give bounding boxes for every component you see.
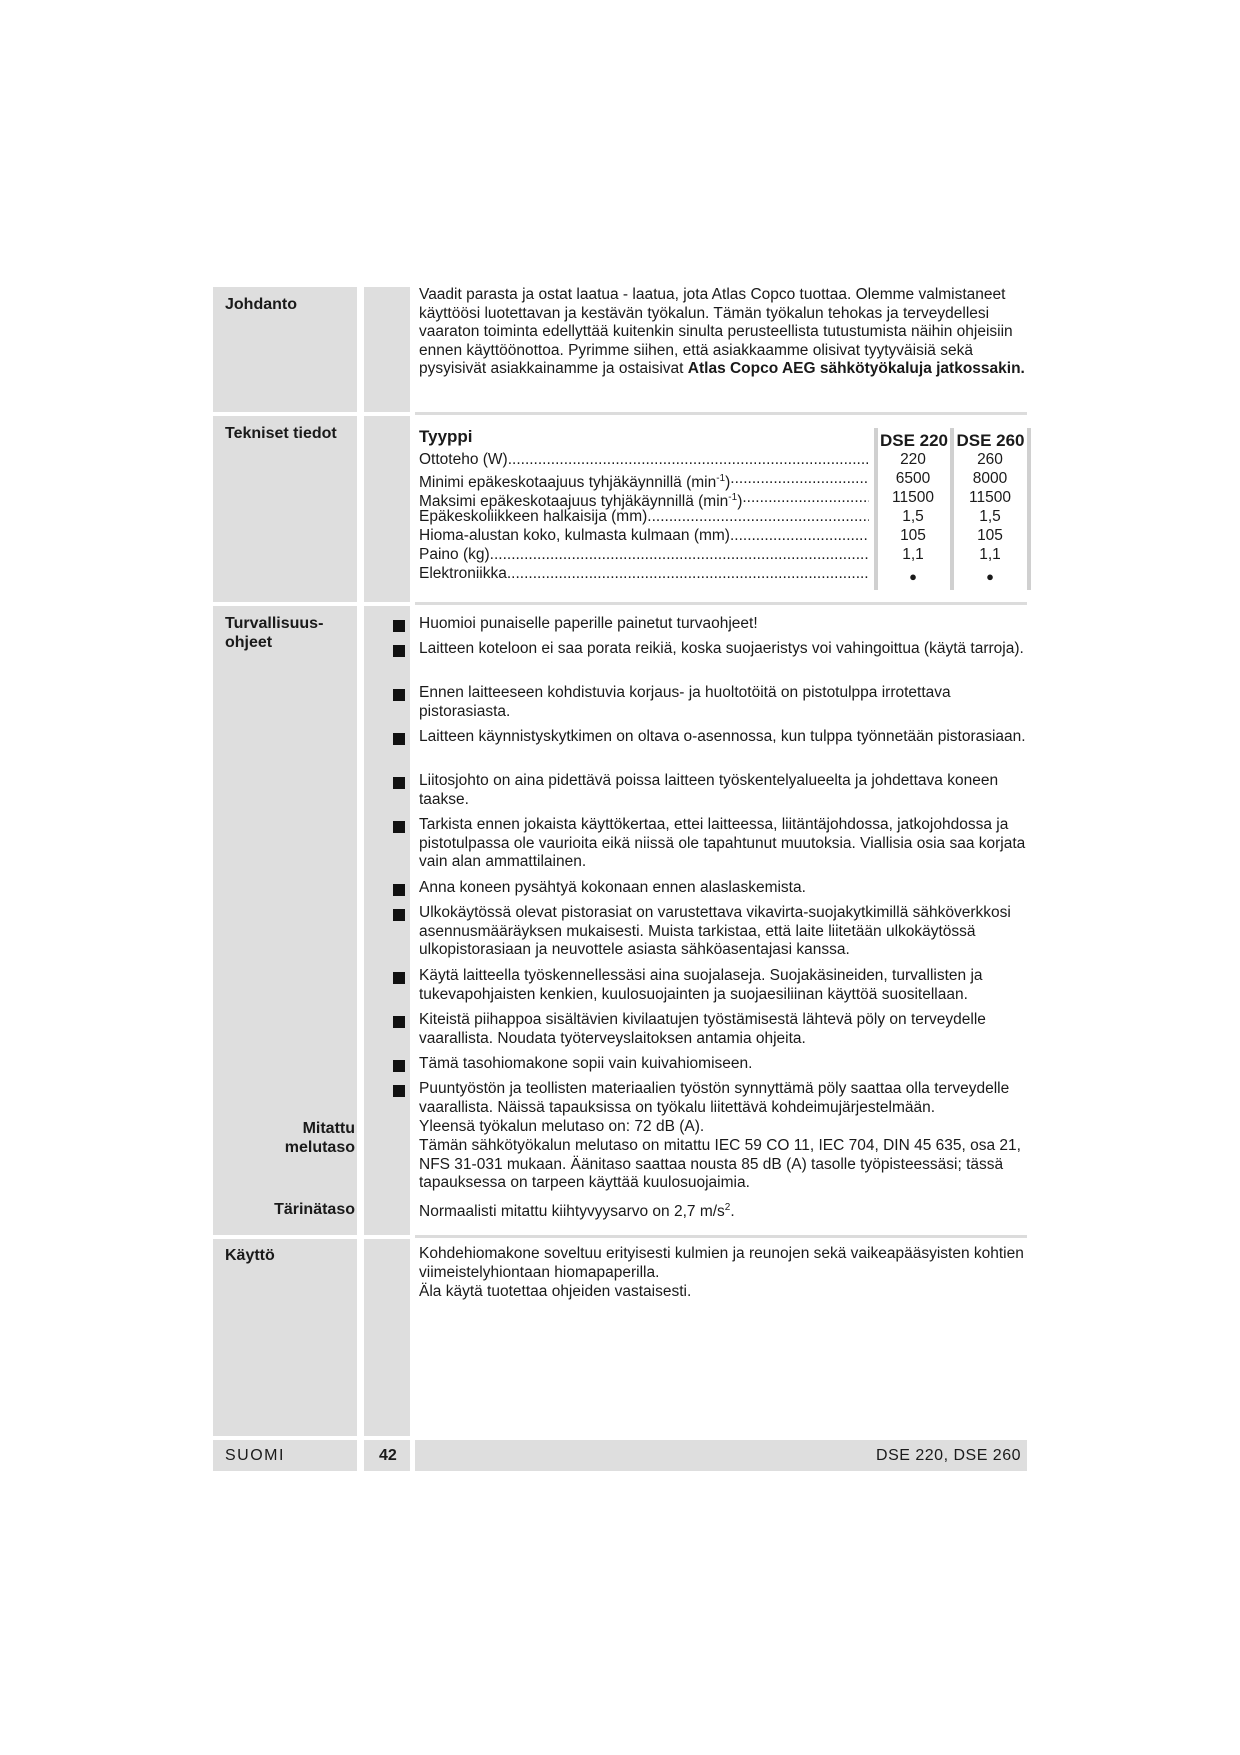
bullet-square — [393, 620, 405, 632]
spec-value: 105 — [977, 527, 1003, 544]
safety-bullet-text: Huomioi punaiselle paperille painetut turvaohjeet! — [419, 615, 758, 632]
spec-row — [419, 565, 869, 584]
bullet-square — [393, 884, 405, 896]
safety-bullet-text: Ennen laitteeseen kohdistuvia korjaus- ja huoltotöitä on pistotulppa irrotettava pistorasiasta. — [419, 684, 951, 720]
spec-value: 1,5 — [979, 508, 1001, 525]
leader-dots — [507, 565, 869, 584]
usage-text-line1: Kohdehiomakone soveltuu erityisesti kulmien ja reunojen sekä vaikeapääsyisten kohtien viimeistelyhiontaan hiomapaperilla. — [419, 1245, 1024, 1281]
leader-dots — [730, 527, 869, 546]
spec-value: 1,5 — [902, 508, 924, 525]
section-divider — [415, 1235, 1027, 1238]
leader-dots — [508, 451, 869, 470]
section-title-intro: Johdanto — [225, 296, 297, 313]
safety-bullet-text: Tämä tasohiomakone sopii vain kuivahiomiseen. — [419, 1055, 753, 1072]
spec-row-label: Minimi epäkeskotaajuus tyhjäkäynnillä $(\min^{-1})$ — [419, 473, 731, 492]
spec-row-label: Elektroniikka — [419, 565, 507, 582]
vibration-label: Tärinätaso — [274, 1201, 355, 1218]
safety-bullet-text: Puuntyöstön ja teollisten materiaalien työstön synnyttämä pöly saattaa olla terveydelle vaarallista. Näissä tapauksissa on työkalu liitettävä kohdeimujärjestelmään. — [419, 1080, 1010, 1116]
leader-dots — [490, 546, 869, 565]
noise-label: Mitattu melutaso — [284, 1120, 355, 1156]
spec-column-divider — [1027, 428, 1031, 590]
spec-header-label: Tyyppi — [419, 427, 473, 446]
spec-value: 220 — [900, 451, 926, 468]
spec-value: 105 — [900, 527, 926, 544]
noise-text-line2: Tämän sähkötyökalun melutaso on mitattu IEC 59 CO 11, IEC 704, DIN 45 635, osa 21, NFS 31-031 mukaan. Äänitaso saattaa nousta 85 dB (A) tasolle työpisteessäsi; tässä tapauksessa on tarpeen käyttää kuulosuojaimia. — [419, 1137, 1021, 1192]
spec-column-divider — [950, 428, 954, 590]
safety-bullet-text: Kiteistä piihappoa sisältävien kivilaatujen työstämisestä lähtevä pöly on terveydelle vaarallista. Noudata työterveyslaitoksen antamia ohjeita. — [419, 1011, 986, 1047]
specs-marker-column — [364, 416, 410, 602]
section-title-safety: Turvallisuus- ohjeet — [225, 615, 324, 651]
bullet-square — [393, 1016, 405, 1028]
section-title-usage: Käyttö — [225, 1247, 275, 1264]
spec-value: 8000 — [972, 470, 1008, 487]
footer-page-number: 42 — [379, 1447, 397, 1464]
safety-bullet-text: Laitteen käynnistyskytkimen on oltava o-asennossa, kun tulppa työnnetään pistorasiaan. — [419, 728, 1026, 745]
spec-value: 6500 — [895, 470, 931, 487]
bullet-square — [393, 645, 405, 657]
safety-bullet-text: Tarkista ennen jokaista käyttökertaa, ettei laitteessa, liitäntäjohdossa, jatkojohdossa ja pistotulpassa ole vaurioita eikä niissä ole tapahtunut muutoksia. Viallisia osia saa korjata vain alan ammattilainen. — [419, 816, 1026, 871]
intro-text: Vaadit parasta ja ostat laatua - laatua, jota Atlas Copco tuottaa. Olemme valmistaneet käyttöösi luotettavan ja kestävän työkalun. Tämän työkalun tehokas ja terveydellesi vaaraton toiminta edellyttää kuitenkin sinulta perusteellista tutustumista näihin ohjeisiin ennen käyttöönottoa. Pyrimme siihen, että asiakkaamme olisivat tyytyväisiä sekä pysyisivät asiakkainamme ja ostaisivat — [419, 286, 1013, 378]
safety-bullet-text: Käytä laitteella työskennellessäsi aina suojalaseja. Suojakäsineiden, turvallisten ja tukevapohjaisten kenkien, kuulosuojainten ja suojaesiliinan käyttöä suositellaan. — [419, 967, 983, 1003]
section-divider — [415, 602, 1027, 605]
safety-bullet-text: Laitteen koteloon ei saa porata reikiä, koska suojaeristys voi vahingoittua (käytä tarroja). — [419, 640, 1024, 657]
bullet-square — [393, 909, 405, 921]
spec-model-header: DSE 220 — [879, 431, 949, 450]
spec-value: 260 — [977, 451, 1003, 468]
intro-marker-column — [364, 287, 410, 412]
leader-dots — [647, 508, 869, 527]
spec-row-label: Epäkeskoliikkeen halkaisija (mm) — [419, 508, 648, 525]
intro-text-bold: Atlas Copco AEG sähkötyökaluja jatkossakin. — [687, 360, 1025, 378]
spec-row — [419, 527, 869, 546]
bullet-square — [393, 821, 405, 833]
spec-value: 11500 — [969, 489, 1011, 506]
safety-bullet-text: Ulkokäytössä olevat pistorasiat on varustettava vikavirta-suojakytkimillä sähköverkkosi asennusmääräyksen mukaisesti. Muista tarkistaa, että laite liitetään ulkokäytössä ulkopistorasiaan ja neuvottele asiasta sähköasentajasi kanssa. — [419, 904, 1011, 959]
bullet-square — [393, 733, 405, 745]
bullet-square — [393, 689, 405, 701]
footer-language: SUOMI — [225, 1447, 285, 1464]
spec-row-label: Paino (kg) — [419, 546, 490, 563]
safety-bullet-text: Liitosjohto on aina pidettävä poissa laitteen työskentelyalueelta ja johdettava koneen taakse. — [419, 772, 999, 808]
spec-value-dot: ● — [909, 569, 917, 584]
footer-models: DSE 220, DSE 260 — [876, 1447, 1021, 1464]
spec-value-dot: ● — [986, 569, 994, 584]
usage-label-column — [213, 1239, 357, 1436]
vibration-text: Normaalisti mitattu kiihtyvyysarvo on 2,7 $m/s^2$. — [419, 1202, 735, 1221]
intro-paragraph — [419, 286, 1029, 379]
spec-row-label: Maksimi epäkeskotaajuus tyhjäkäynnillä $(\min^{-1})$ — [419, 492, 743, 511]
bullet-square — [393, 972, 405, 984]
specs-label-column — [213, 416, 357, 602]
spec-row-label: Ottoteho (W) — [419, 451, 508, 468]
noise-text-line1: Yleensä työkalun melutaso on: 72 dB (A). — [419, 1118, 705, 1135]
bullet-square — [393, 1060, 405, 1072]
spec-row — [419, 508, 869, 527]
spec-row-label: Hioma-alustan koko, kulmasta kulmaan (mm) — [419, 527, 730, 544]
spec-value: 1,1 — [902, 546, 924, 563]
spec-model-header: DSE 260 — [956, 431, 1025, 450]
bullet-square — [393, 1085, 405, 1097]
bullet-square — [393, 777, 405, 789]
spec-row — [419, 546, 869, 565]
section-title-specs: Tekniset tiedot — [225, 425, 337, 442]
safety-bullet-text: Anna koneen pysähtyä kokonaan ennen alaslaskemista. — [419, 879, 806, 896]
spec-value: 11500 — [892, 489, 934, 506]
usage-marker-column — [364, 1239, 410, 1436]
section-divider — [415, 412, 1027, 415]
spec-row — [419, 451, 869, 470]
spec-value: 1,1 — [979, 546, 1001, 563]
usage-text-line2: Äla käytä tuotettaa ohjeiden vastaisesti. — [419, 1283, 692, 1300]
